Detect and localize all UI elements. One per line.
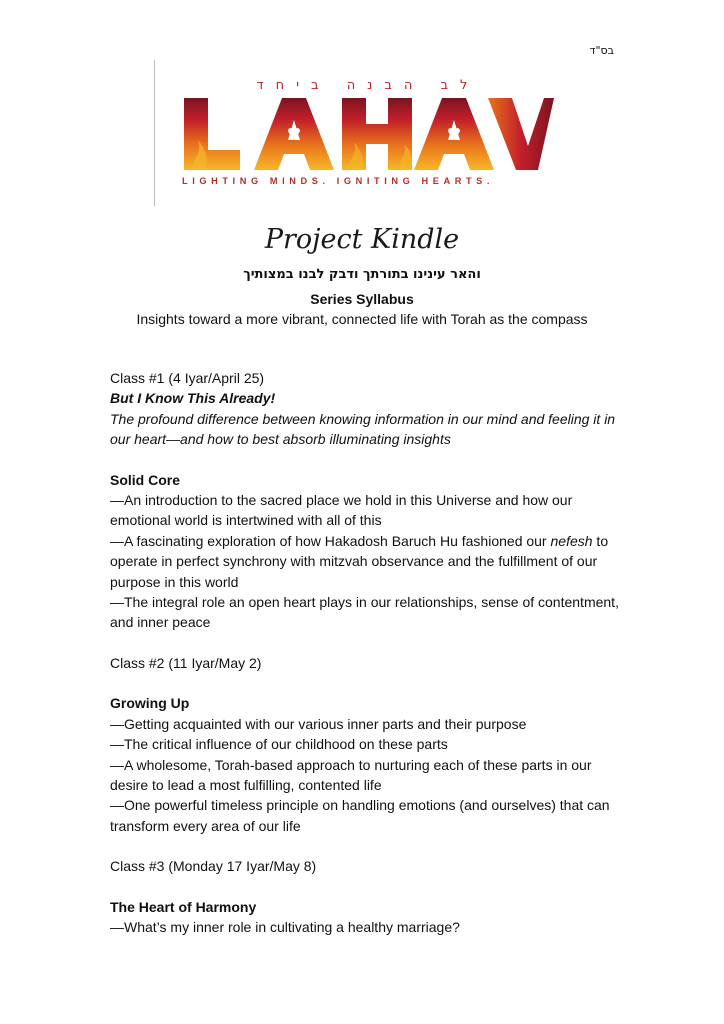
logo-divider <box>154 60 155 206</box>
class2-bullet-2: —The critical influence of our childhood on these parts <box>110 736 448 753</box>
class1-bullet-2: —A fascinating exploration of how Hakadosh Baruch Hu fashioned our nefesh to operate in perfect synchrony with mitzvah observance and the fulfillment of our purpose in this world <box>110 532 609 590</box>
hebrew-verse: והאר עינינו בתורתך ודבק לבנו במצותיך <box>243 267 481 282</box>
series-heading: Series Syllabus <box>310 291 414 307</box>
class2-heading: Class #2 (11 Iyar/May 2) <box>110 654 262 671</box>
class1-heading: Class #1 (4 Iyar/April 25) <box>110 370 265 386</box>
class3-bullet-1: —What’s my inner role in cultivating a healthy marriage? <box>110 918 460 935</box>
class1-title: But I Know This Already! <box>110 390 276 407</box>
section-heart-of-harmony: The Heart of Harmony <box>110 898 257 915</box>
series-subtitle: Insights toward a more vibrant, connected life with Torah as the compass <box>136 311 588 327</box>
class2-bullet-3: —A wholesome, Torah-based approach to nurturing each of these parts in our desire to lead a most fulfilling, contented life <box>110 756 592 793</box>
class3-heading: Class #3 (Monday 17 Iyar/May 8) <box>110 858 317 875</box>
nefesh-emphasis: nefesh <box>550 532 593 549</box>
project-title: Project Kindle <box>264 224 460 255</box>
logo-hebrew-tagline: לב הבנה ביחד <box>256 78 480 93</box>
section-solid-core: Solid Core <box>110 471 181 488</box>
lahav-wordmark <box>182 96 554 172</box>
class1-description: The profound difference between knowing information in our mind and feeling it in our heart—and how to best absorb illuminating insights <box>110 410 616 448</box>
bsd-header: בס"ד <box>589 44 614 57</box>
logo-tagline: LIGHTING MINDS. IGNITING HEARTS. <box>182 176 495 186</box>
syllabus-body <box>110 368 620 937</box>
class1-bullet-1: —An introduction to the sacred place we hold in this Universe and how our emotional world is intertwined with all of this <box>110 492 573 529</box>
section-growing-up: Growing Up <box>110 695 190 712</box>
class2-bullet-1: —Getting acquainted with our various inner parts and their purpose <box>110 715 527 732</box>
class1-bullet-3: —The integral role an open heart plays in our relationships, sense of contentment, and inner peace <box>110 594 619 631</box>
lahav-logo <box>182 78 554 198</box>
class2-bullet-4: —One powerful timeless principle on handling emotions (and ourselves) that can transform every area of our life <box>110 797 610 834</box>
